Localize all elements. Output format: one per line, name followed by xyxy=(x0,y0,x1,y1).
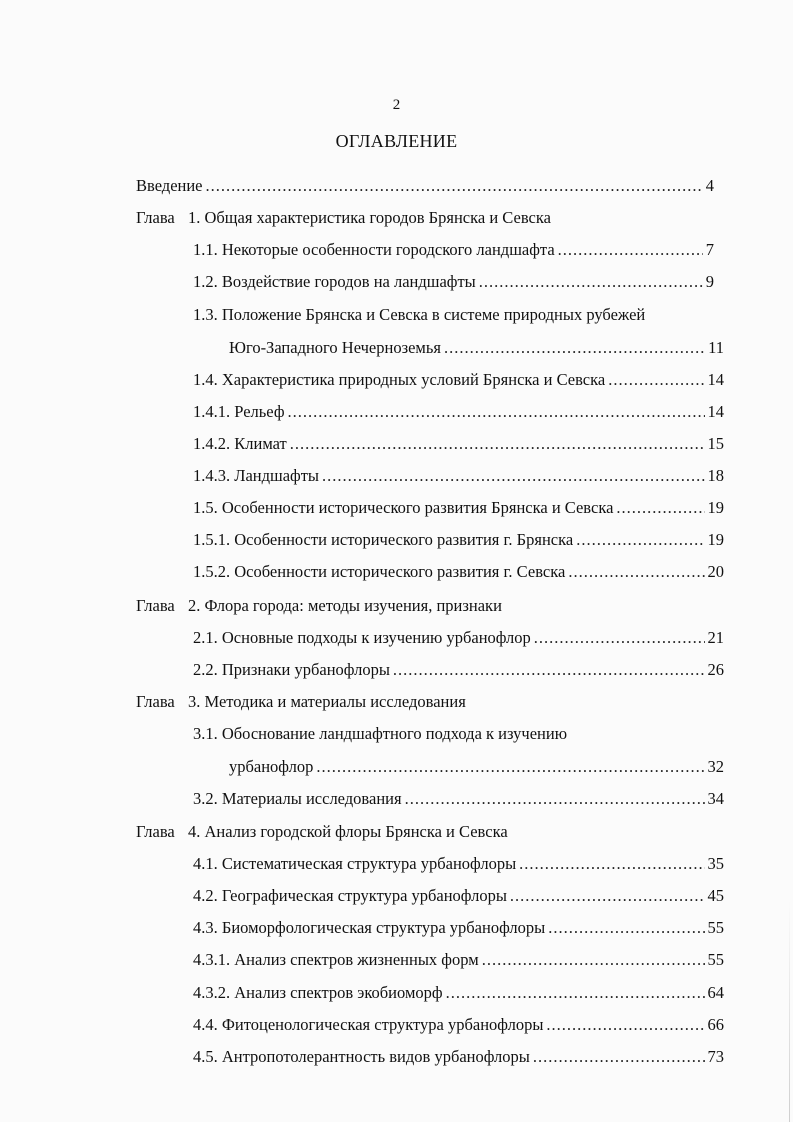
toc-leader-dots xyxy=(446,983,705,1003)
toc-leader-dots xyxy=(533,1047,705,1067)
toc-entry-label: 2.1. Основные подходы к изучению урбанофлор xyxy=(193,628,531,647)
toc-entry-page: 21 xyxy=(707,628,724,647)
toc-entry-label: 3.2. Материалы исследования xyxy=(193,789,402,808)
chapter-prefix: Глава xyxy=(136,822,175,841)
toc-leader-dots xyxy=(316,757,704,777)
toc-entry xyxy=(193,886,724,906)
toc-leader-dots xyxy=(322,466,704,486)
toc-entry xyxy=(193,498,724,518)
toc-entry-page: 64 xyxy=(707,983,724,1002)
toc-leader-dots xyxy=(444,338,705,358)
scan-edge-shadow xyxy=(789,900,790,1122)
toc-entry-label: 1.5.2. Особенности исторического развития г. Севска xyxy=(193,562,566,581)
toc-entry xyxy=(193,370,724,390)
chapter-prefix: Глава xyxy=(136,208,175,227)
toc-entry xyxy=(193,660,724,680)
toc-leader-dots xyxy=(548,918,704,938)
toc-entry-label: 1.3. Положение Брянска и Севска в системе природных рубежей xyxy=(193,305,646,324)
toc-title: ОГЛАВЛЕНИЕ xyxy=(335,131,458,151)
toc-entry-page: 66 xyxy=(707,1015,724,1034)
chapter-prefix: Глава xyxy=(136,692,175,711)
toc-entry xyxy=(193,466,724,486)
toc-entry-intro xyxy=(136,176,714,196)
toc-entry xyxy=(193,918,724,938)
toc-entry xyxy=(193,562,724,582)
toc-entry xyxy=(193,983,724,1003)
toc-entry-label: 4.3.1. Анализ спектров жизненных форм xyxy=(193,950,479,969)
chapter-title: 4. Анализ городской флоры Брянска и Севска xyxy=(188,822,508,841)
toc-entry-label: 3.1. Обоснование ландшафтного подхода к изучению xyxy=(193,724,568,743)
toc-leader-dots xyxy=(288,402,705,422)
toc-entry-page: 20 xyxy=(707,562,724,581)
toc-entry-label: 1.2. Воздействие городов на ландшафты xyxy=(193,272,476,291)
toc-entry-page: 26 xyxy=(707,660,724,679)
toc-entry-label: урбанофлор xyxy=(229,757,314,776)
toc-chapter-1 xyxy=(136,208,551,228)
toc-entry-label: Юго-Западного Нечерноземья xyxy=(229,338,441,357)
toc-entry xyxy=(229,338,724,358)
toc-entry-page: 9 xyxy=(705,272,714,291)
toc-entry-page: 4 xyxy=(705,176,714,195)
chapter-title: 3. Методика и материалы исследования xyxy=(188,692,466,711)
toc-leader-dots xyxy=(405,789,705,809)
toc-entry-label: 4.5. Антропотолерантность видов урбанофлоры xyxy=(193,1047,530,1066)
toc-entry-page: 34 xyxy=(707,789,724,808)
toc-entry-label: 1.4.3. Ландшафты xyxy=(193,466,320,485)
toc-entry xyxy=(193,402,724,422)
chapter-prefix: Глава xyxy=(136,596,175,615)
page-number: 2 xyxy=(392,97,401,113)
toc-chapter-4 xyxy=(136,822,508,842)
toc-chapter-2 xyxy=(136,596,502,616)
toc-entry xyxy=(193,1015,724,1035)
toc-entry-multiline-start xyxy=(193,305,645,325)
toc-leader-dots xyxy=(510,886,705,906)
toc-entry-label: Введение xyxy=(136,176,203,195)
toc-entry xyxy=(193,434,724,454)
toc-entry-label: 1.5. Особенности исторического развития Брянска и Севска xyxy=(193,498,614,517)
toc-entry-label: 1.5.1. Особенности исторического развития г. Брянска xyxy=(193,530,574,549)
toc-entry-page: 15 xyxy=(707,434,724,453)
toc-leader-dots xyxy=(482,950,705,970)
toc-leader-dots xyxy=(206,176,703,196)
toc-entry xyxy=(229,757,724,777)
toc-entry-page: 14 xyxy=(707,402,724,421)
toc-entry xyxy=(193,1047,724,1067)
toc-entry-page: 11 xyxy=(708,338,724,357)
chapter-title: 2. Флора города: методы изучения, признаки xyxy=(188,596,502,615)
toc-entry xyxy=(193,530,724,550)
toc-entry-page: 35 xyxy=(707,854,724,873)
toc-leader-dots xyxy=(393,660,705,680)
toc-entry-page: 18 xyxy=(707,466,724,485)
toc-entry xyxy=(193,789,724,809)
toc-entry-multiline-start xyxy=(193,724,567,744)
chapter-title: 1. Общая характеристика городов Брянска и Севска xyxy=(188,208,551,227)
toc-entry-page: 55 xyxy=(707,950,724,969)
toc-entry-label: 4.3. Биоморфологическая структура урбанофлоры xyxy=(193,918,546,937)
toc-entry-page: 45 xyxy=(707,886,724,905)
toc-entry-page: 55 xyxy=(707,918,724,937)
toc-entry-page: 32 xyxy=(707,757,724,776)
toc-leader-dots xyxy=(519,854,704,874)
toc-entry-label: 1.4.1. Рельеф xyxy=(193,402,285,421)
toc-entry xyxy=(193,272,714,292)
toc-entry-page: 73 xyxy=(707,1047,724,1066)
toc-entry-label: 4.4. Фитоценологическая структура урбанофлоры xyxy=(193,1015,544,1034)
toc-entry-page: 14 xyxy=(707,370,724,389)
toc-entry xyxy=(193,628,724,648)
toc-entry-page: 19 xyxy=(707,498,724,517)
toc-leader-dots xyxy=(479,272,703,292)
toc-leader-dots xyxy=(534,628,705,648)
toc-leader-dots xyxy=(558,240,703,260)
toc-entry xyxy=(193,854,724,874)
toc-entry xyxy=(193,950,724,970)
toc-entry-label: 1.1. Некоторые особенности городского ландшафта xyxy=(193,240,555,259)
toc-entry-label: 2.2. Признаки урбанофлоры xyxy=(193,660,390,679)
toc-entry-page: 19 xyxy=(707,530,724,549)
toc-leader-dots xyxy=(568,562,704,582)
toc-entry-label: 4.2. Географическая структура урбанофлоры xyxy=(193,886,507,905)
toc-entry xyxy=(193,240,714,260)
toc-leader-dots xyxy=(576,530,704,550)
toc-entry-label: 4.3.2. Анализ спектров экобиоморф xyxy=(193,983,443,1002)
toc-entry-label: 1.4. Характеристика природных условий Брянска и Севска xyxy=(193,370,606,389)
toc-leader-dots xyxy=(616,498,704,518)
toc-leader-dots xyxy=(608,370,704,390)
toc-entry-label: 4.1. Систематическая структура урбанофлоры xyxy=(193,854,517,873)
toc-leader-dots xyxy=(546,1015,704,1035)
toc-chapter-3 xyxy=(136,692,466,712)
toc-entry-label: 1.4.2. Климат xyxy=(193,434,287,453)
toc-leader-dots xyxy=(290,434,705,454)
toc-entry-page: 7 xyxy=(705,240,714,259)
